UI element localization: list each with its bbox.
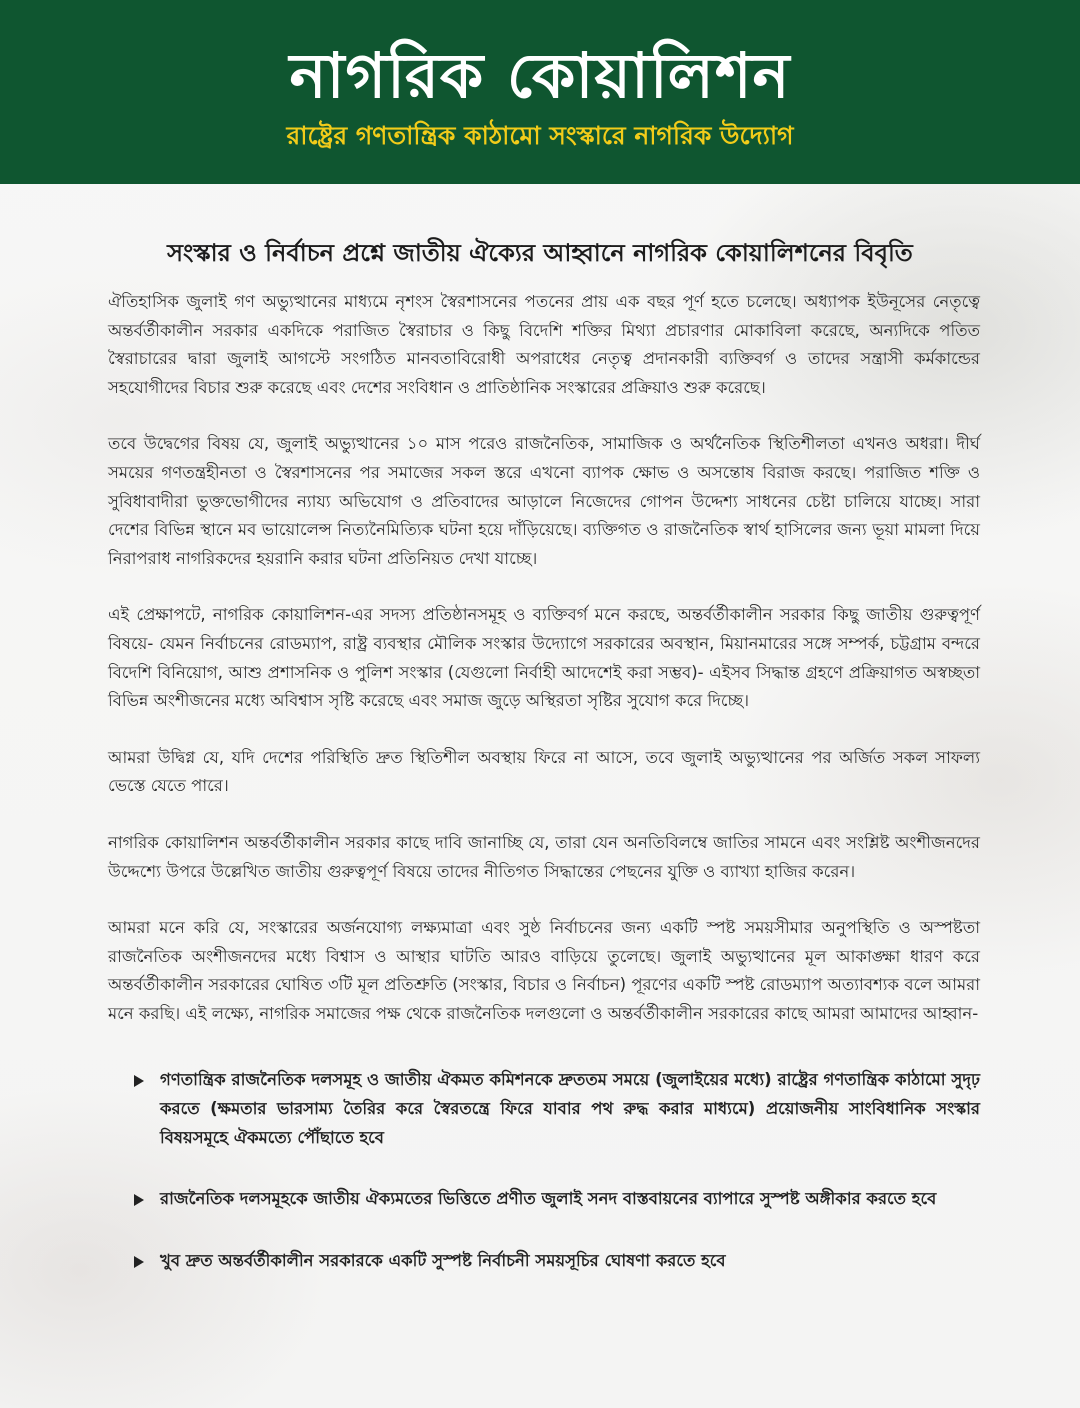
demand-text: গণতান্ত্রিক রাজনৈতিক দলসমূহ ও জাতীয় ঐকমত কমিশনকে দ্রুততম সময়ে (জুলাইয়ের মধ্যে) রাষ্ট্রের গণতান্ত্রিক কাঠামো সুদৃঢ় করতে (ক্ষমতার ভারসাম্য তৈরির করে স্বৈরতন্ত্রে ফিরে যাবার পথ রুদ্ধ করার মাধ্যমে) প্রয়োজনীয় সাংবিধানিক সংস্কার বিষয়সমূহে ঐকমত্যে পৌঁছাতে হবে bbox=[160, 1070, 980, 1147]
statement-headline: সংস্কার ও নির্বাচন প্রশ্নে জাতীয় ঐক্যের আহ্বানে নাগরিক কোয়ালিশনের বিবৃতি bbox=[167, 239, 913, 267]
statement-body bbox=[108, 288, 980, 1308]
paragraph: আমরা মনে করি যে, সংস্কারের অর্জনযোগ্য লক্ষ্যমাত্রা এবং সুষ্ঠ নির্বাচনের জন্য একটি স্পষ্ট সময়সীমার অনুপস্থিতি ও অস্পষ্টতা রাজনৈতিক অংশীজনদের মধ্যে বিশ্বাস ও আস্থার ঘাটতি আরও বাড়িয়ে তুলেছে। জুলাই অভ্যুত্থানের মূল আকাঙ্ক্ষা ধারণ করে অন্তর্বর্তীকালীন সরকারের ঘোষিত ৩টি মূল প্রতিশ্রুতি (সংস্কার, বিচার ও নির্বাচন) পূরণের একটি স্পষ্ট রোডম্যাপ অত্যাবশ্যক বলে আমরা মনে করছি। এই লক্ষ্যে, নাগরিক সমাজের পক্ষ থেকে রাজনৈতিক দলগুলো ও অন্তর্বর্তীকালীন সরকারের কাছে আমরা আমাদের আহ্বান- bbox=[108, 918, 980, 1023]
demand-text: রাজনৈতিক দলসমূহকে জাতীয় ঐক্যমতের ভিত্তিতে প্রণীত জুলাই সনদ বাস্তবায়নের ব্যাপারে সুস্পষ্ট অঙ্গীকার করতে হবে bbox=[160, 1189, 937, 1209]
header-banner bbox=[0, 0, 1080, 184]
triangle-bullet-icon bbox=[134, 1256, 144, 1268]
demand-text: খুব দ্রুত অন্তর্বর্তীকালীন সরকারকে একটি সুস্পষ্ট নির্বাচনী সময়সূচির ঘোষণা করতে হবে bbox=[160, 1250, 726, 1270]
paragraph: তবে উদ্বেগের বিষয় যে, জুলাই অভ্যুত্থানের ১০ মাস পরেও রাজনৈতিক, সামাজিক ও অর্থনৈতিক স্থিতিশীলতা এখনও অধরা। দীর্ঘ সময়ের গণতন্ত্রহীনতা ও স্বৈরশাসনের পর সমাজের সকল স্তরে এখনো ব্যাপক ক্ষোভ ও অসন্তোষ বিরাজ করছে। পরাজিত শক্তি ও সুবিধাবাদীরা ভুক্তভোগীদের ন্যায্য অভিযোগ ও প্রতিবাদের আড়ালে নিজেদের গোপন উদ্দেশ্য সাধনের চেষ্টা চালিয়ে যাচ্ছে। সারা দেশের বিভিন্ন স্থানে মব ভায়োলেন্স নিত্যনৈমিত্যিক ঘটনা হয়ে দাঁড়িয়েছে। ব্যক্তিগত ও রাজনৈতিক স্বার্থ হাসিলের জন্য ভূয়া মামলা দিয়ে নিরাপরাধ নাগরিকদের হয়রানি করার ঘটনা প্রতিনিয়ত দেখা যাচ্ছে। bbox=[108, 434, 980, 568]
demand-item bbox=[108, 1247, 980, 1276]
paragraph: আমরা উদ্বিগ্ন যে, যদি দেশের পরিস্থিতি দ্রুত স্থিতিশীল অবস্থায় ফিরে না আসে, তবে জুলাই অভ্যুত্থানের পর অর্জিত সকল সাফল্য ভেস্তে যেতে পারে। bbox=[108, 747, 980, 796]
demand-item bbox=[108, 1066, 980, 1152]
demand-item bbox=[108, 1185, 980, 1214]
triangle-bullet-icon bbox=[134, 1194, 144, 1206]
paragraph: নাগরিক কোয়ালিশন অন্তর্বর্তীকালীন সরকার কাছে দাবি জানাচ্ছি যে, তারা যেন অনতিবিলম্বে জাতির সামনে এবং সংশ্লিষ্ট অংশীজনদের উদ্দেশ্যে উপরে উল্লেখিত জাতীয় গুরুত্বপূর্ণ বিষয়ে তাদের নীতিগত সিদ্ধান্তের পেছনের যুক্তি ও ব্যাখ্যা হাজির করেন। bbox=[108, 832, 980, 881]
triangle-bullet-icon bbox=[134, 1075, 144, 1087]
organization-tagline: রাষ্ট্রের গণতান্ত্রিক কাঠামো সংস্কারে নাগরিক উদ্যোগ bbox=[286, 121, 794, 150]
demands-list bbox=[108, 1066, 980, 1275]
paragraph: এই প্রেক্ষাপটে, নাগরিক কোয়ালিশন-এর সদস্য প্রতিষ্ঠানসমূহ ও ব্যক্তিবর্গ মনে করছে, অন্তর্বর্তীকালীন সরকার কিছু জাতীয় গুরুত্বপূর্ণ বিষয়ে- যেমন নির্বাচনের রোডম্যাপ, রাষ্ট্র ব্যবস্থার মৌলিক সংস্কার উদ্যোগে সরকারের অবস্থান, মিয়ানমারের সঙ্গে সম্পর্ক, চট্টগ্রাম বন্দরে বিদেশি বিনিয়োগ, আশু প্রশাসনিক ও পুলিশ সংস্কার (যেগুলো নির্বাহী আদেশেই করা সম্ভব)- এইসব সিদ্ধান্ত গ্রহণে প্রক্রিয়াগত অস্বচ্ছতা বিভিন্ন অংশীজনের মধ্যে অবিশ্বাস সৃষ্টি করেছে এবং সমাজ জুড়ে অস্থিরতা সৃষ্টির সুযোগ করে দিচ্ছে। bbox=[108, 605, 980, 711]
paragraph: ঐতিহাসিক জুলাই গণ অভ্যুত্থানের মাধ্যমে নৃশংস স্বৈরশাসনের পতনের প্রায় এক বছর পূর্ণ হতে চলেছে। অধ্যাপক ইউনূসের নেতৃত্বে অন্তর্বর্তীকালীন সরকার একদিকে পরাজিত স্বৈরাচার ও কিছু বিদেশি শক্তির মিথ্যা প্রচারণার মোকাবিলা করেছে, অন্যদিকে পতিত স্বৈরাচারের দ্বারা জুলাই আগস্টে সংগঠিত মানবতাবিরোধী অপরাধের নেতৃত্ব প্রদানকারী ব্যক্তিবর্গ ও তাদের সন্ত্রাসী কর্মকান্ডের সহযোগীদের বিচার শুরু করেছে এবং দেশের সংবিধান ও প্রাতিষ্ঠানিক সংস্কারের প্রক্রিয়াও শুরু করেছে। bbox=[108, 292, 980, 397]
organization-title: নাগরিক কোয়ালিশন bbox=[289, 39, 791, 112]
